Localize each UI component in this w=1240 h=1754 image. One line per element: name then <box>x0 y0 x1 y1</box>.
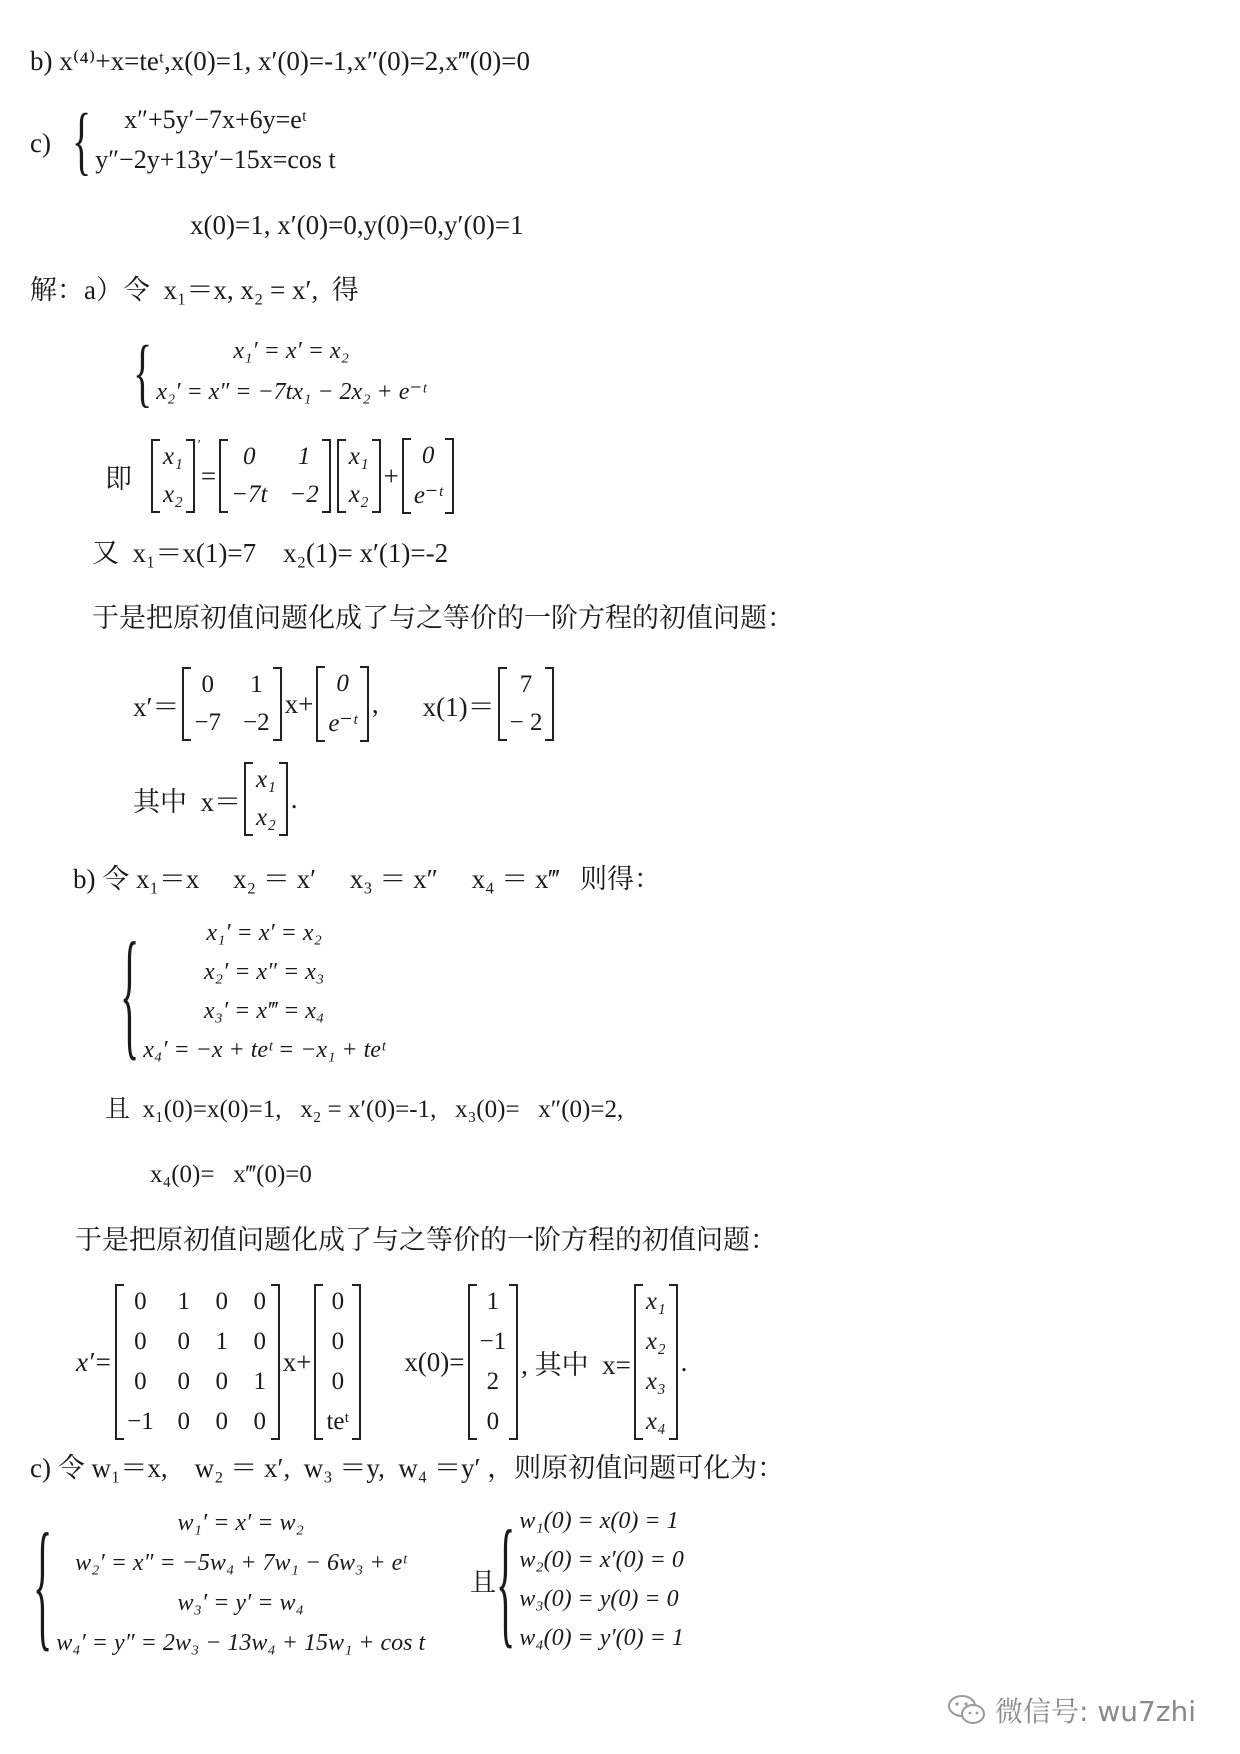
left-brace-icon: { <box>72 97 92 183</box>
matrix-cell: 1 <box>253 1368 266 1395</box>
matrix-cell: −1 <box>127 1408 154 1435</box>
matrix-cell: 0 <box>253 1328 266 1355</box>
solution-a-intro: 解：a）令 x₁＝x, x₂ = x′, 得 <box>30 275 359 305</box>
equation: w₃(0) = y(0) = 0 <box>519 1586 679 1612</box>
where-label: , 其中 x= <box>521 1349 631 1380</box>
vector-b <box>314 1284 361 1440</box>
vector-x <box>337 439 381 513</box>
equation: w₂(0) = x′(0) = 0 <box>519 1547 684 1573</box>
left-brace-icon: { <box>120 911 140 1073</box>
matrix-cell: x₂ <box>256 804 276 831</box>
matrix-cell: 0 <box>177 1408 190 1435</box>
matrix-cell: e⁻ᵗ <box>413 482 443 509</box>
solution-c-init-system <box>470 1499 684 1661</box>
matrix-cell: x₁ <box>645 1288 666 1315</box>
matrix-cell: x₄ <box>645 1408 666 1435</box>
equation: w₁(0) = x(0) = 1 <box>519 1508 679 1534</box>
equation: x″+5y′−7x+6y=eᵗ <box>124 105 307 134</box>
label: 即 <box>105 463 132 494</box>
matrix-cell: 2 <box>486 1368 500 1395</box>
vector-x <box>151 439 195 513</box>
comma: , <box>371 688 379 719</box>
matrix-cell: 1 <box>297 443 311 470</box>
lhs: x′= <box>76 1346 113 1377</box>
matrix-cell: e⁻ᵗ <box>328 710 357 737</box>
period: . <box>290 783 298 814</box>
solution-b-intro: b) 令 x₁＝x x₂ ＝ x′ x₃ ＝ x″ x₄ ＝ x‴ 则得： <box>73 864 662 894</box>
matrix-cell: 0 <box>486 1408 500 1435</box>
x-plus: x+ <box>284 688 314 719</box>
matrix-cell: 0 <box>331 1328 345 1355</box>
matrix-cell: −7t <box>231 481 268 508</box>
equation: w₄′ = y″ = 2w₃ − 13w₄ + 15w₁ + cos t <box>56 1630 426 1656</box>
matrix-cell: 0 <box>134 1288 147 1315</box>
init-lhs: x(0)= <box>404 1346 465 1377</box>
matrix-cell: 0 <box>215 1368 228 1395</box>
matrix-a <box>182 667 281 741</box>
matrix-cell: 0 <box>201 671 214 698</box>
period: . <box>680 1346 688 1377</box>
left-brace-icon: { <box>33 1502 53 1665</box>
first-order-system-a <box>133 666 557 742</box>
initial-values-b-2: x₄(0)= x‴(0)=0 <box>150 1161 312 1188</box>
matrix-cell: 0 <box>331 1288 345 1315</box>
vector-x <box>634 1284 678 1440</box>
matrix-cell: 1 <box>177 1288 190 1315</box>
equation: x₃′ = x‴ = x₄ <box>203 998 325 1024</box>
wechat-icon <box>947 1693 987 1727</box>
equation: x₄′ = −x + teᵗ = −x₁ + teᵗ <box>143 1037 385 1063</box>
left-brace-icon: { <box>496 1499 516 1661</box>
initial-values-b: 且 x₁(0)=x(0)=1, x₂ = x′(0)=-1, x₃(0)= x″(0)=2, <box>105 1096 624 1123</box>
equation: x₁′ = x′ = x₂ <box>206 920 322 946</box>
matrix-cell: −1 <box>479 1328 507 1355</box>
and-label: 且 <box>470 1567 497 1597</box>
matrix-cell: 0 <box>177 1328 190 1355</box>
transform-text-b: 于是把原初值问题化成了与之等价的一阶方程的初值问题： <box>75 1225 777 1255</box>
problem-c-label: c) <box>30 128 51 158</box>
matrix-cell: −2 <box>243 709 270 736</box>
matrix-cell: 1 <box>215 1328 228 1355</box>
vector-x <box>244 762 288 836</box>
solution-a-system <box>133 329 427 415</box>
matrix-cell: −7 <box>194 709 222 736</box>
label: 其中 x＝ <box>133 786 241 817</box>
init-vector <box>468 1284 519 1440</box>
where-a <box>133 762 298 836</box>
matrix-cell: 0 <box>336 670 349 697</box>
matrix-cell: 0 <box>253 1288 266 1315</box>
equation: w₁′ = x′ = w₂ <box>177 1510 304 1536</box>
matrix-cell: x₂ <box>645 1328 666 1355</box>
matrix-cell: 0 <box>215 1408 228 1435</box>
matrix-equation-a <box>105 438 457 514</box>
vector-b <box>402 438 455 514</box>
matrix-cell: x₁ <box>256 766 276 793</box>
matrix-a <box>115 1284 280 1440</box>
initial-values-a: 又 x₁＝x(1)=7 x₂(1)= x′(1)=-2 <box>92 538 449 568</box>
problem-b: b) x⁽⁴⁾+x=teᵗ,x(0)=1, x′(0)=-1,x″(0)=2,x‴(0)=0 <box>30 46 531 76</box>
equation: x₂′ = x″ = x₃ <box>203 959 325 985</box>
watermark-text: 微信号: wu7zhi <box>995 1695 1197 1728</box>
equation: w₂′ = x″ = −5w₄ + 7w₁ − 6w₃ + eᵗ <box>75 1550 407 1576</box>
solution-c-intro: c) 令 w₁＝x, w₂ ＝ x′, w₃ ＝y, w₄ ＝y′ ，则原初值问题可化为： <box>30 1453 785 1483</box>
lhs: x′＝ <box>133 691 180 722</box>
equation: x₂′ = x″ = −7tx₁ − 2x₂ + e⁻ᵗ <box>156 379 427 405</box>
matrix-cell: 0 <box>421 442 435 469</box>
problem-c-init: x(0)=1, x′(0)=0,y(0)=0,y′(0)=1 <box>190 210 524 240</box>
matrix-cell: −2 <box>289 481 319 508</box>
solution-b-system <box>120 911 385 1073</box>
watermark <box>947 1690 1196 1730</box>
matrix-cell: 7 <box>519 671 533 698</box>
transform-text-a: 于是把原初值问题化成了与之等价的一阶方程的初值问题： <box>92 603 794 633</box>
x-plus: x+ <box>282 1346 312 1377</box>
matrix-cell: 0 <box>134 1328 147 1355</box>
matrix-cell: x₁ <box>348 443 369 470</box>
equals: = <box>200 460 217 491</box>
equation: y″−2y+13y′−15x=cos t <box>95 145 336 174</box>
matrix-cell: x₃ <box>645 1368 666 1395</box>
left-brace-icon: { <box>133 329 153 415</box>
first-order-system-b <box>76 1284 687 1440</box>
matrix-cell: 0 <box>177 1368 190 1395</box>
matrix-cell: x₂ <box>163 481 183 508</box>
matrix-cell: 1 <box>486 1288 500 1315</box>
matrix-cell: x₁ <box>163 443 183 470</box>
vector-b <box>316 666 369 742</box>
plus: + <box>383 460 399 491</box>
matrix-cell: x₂ <box>348 481 369 508</box>
equation: w₄(0) = y′(0) = 1 <box>519 1625 684 1651</box>
matrix-cell: 0 <box>243 443 256 470</box>
problem-c-system <box>72 97 336 183</box>
matrix-cell: − 2 <box>509 709 543 736</box>
matrix-cell: 1 <box>250 671 263 698</box>
matrix-cell: 0 <box>253 1408 266 1435</box>
matrix-cell: 0 <box>215 1288 228 1315</box>
init-vector <box>498 667 555 741</box>
equation: w₃′ = y′ = w₄ <box>177 1590 304 1616</box>
matrix-a <box>219 439 331 513</box>
matrix-cell: teᵗ <box>326 1408 350 1435</box>
init-lhs: x(1)＝ <box>422 691 495 722</box>
solution-c-system <box>33 1502 426 1665</box>
equation: x₁′ = x′ = x₂ <box>233 338 349 364</box>
matrix-cell: 0 <box>134 1368 147 1395</box>
prime: ′ <box>197 438 201 453</box>
matrix-cell: 0 <box>331 1368 345 1395</box>
